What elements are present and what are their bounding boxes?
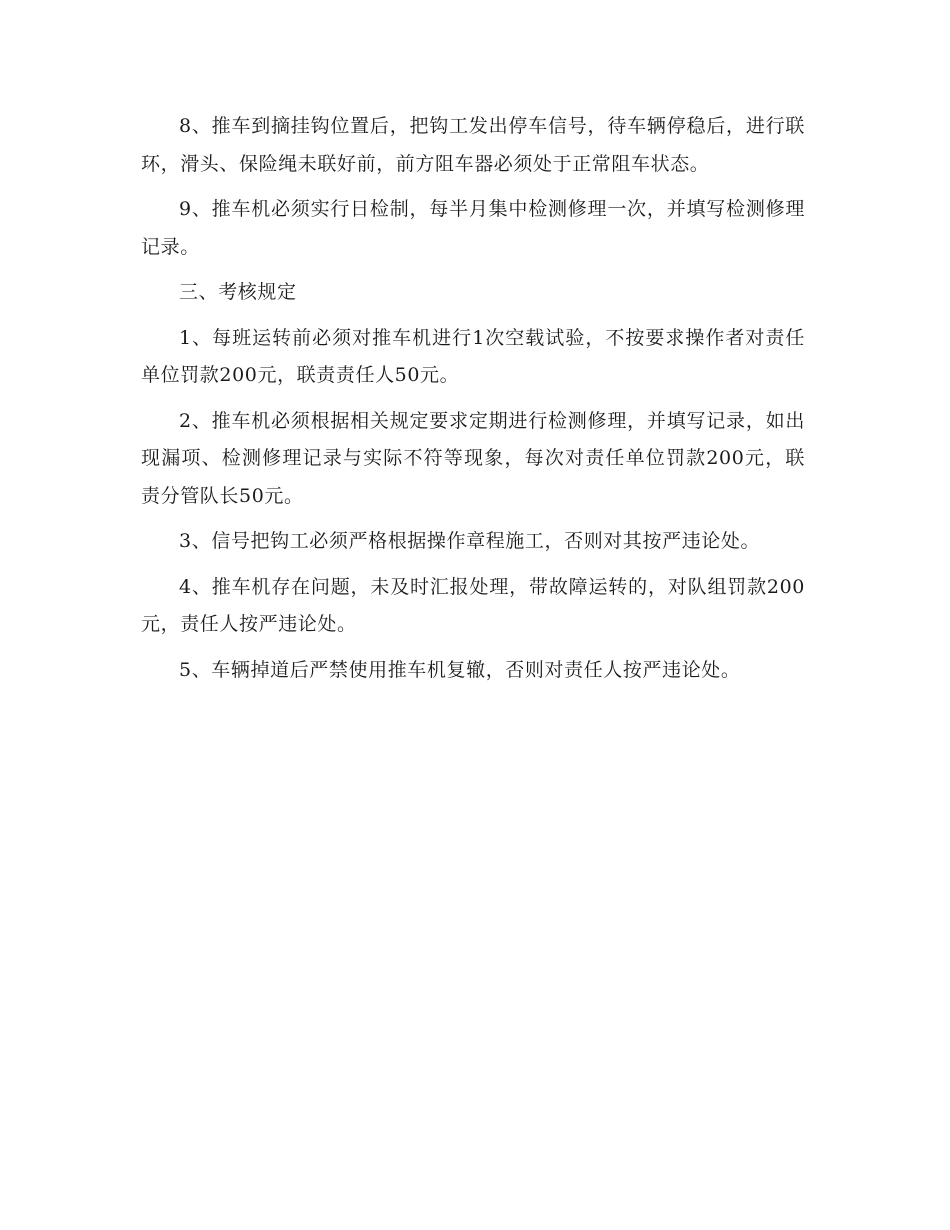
rule-item-4: 4、推车机存在问题，未及时汇报处理，带故障运转的，对队组罚款200元，责任人按严违论处。 [141,575,805,635]
rule-item-3: 3、信号把钩工必须严格根据操作章程施工，否则对其按严违论处。 [179,530,761,552]
paragraph-item-9: 9、推车机必须实行日检制，每半月集中检测修理一次，并填写检测修理记录。 [141,198,805,258]
paragraph-item-8: 8、推车到摘挂钩位置后，把钩工发出停车信号，待车辆停稳后，进行联环，滑头、保险绳未联好前，前方阻车器必须处于正常阻车状态。 [141,115,805,175]
section-heading: 三、考核规定 [179,281,297,303]
rule-item-5: 5、车辆掉道后严禁使用推车机复辙，否则对责任人按严违论处。 [179,658,741,681]
document-page [141,108,805,697]
rule-item-1: 1、每班运转前必须对推车机进行1次空载试验，不按要求操作者对责任单位罚款200元，联责责任人50元。 [141,326,805,386]
rule-item-2: 2、推车机必须根据相关规定要求定期进行检测修理，并填写记录，如出现漏项、检测修理记录与实际不符等现象，每次对责任单位罚款200元，联责分管队长50元。 [141,409,805,507]
